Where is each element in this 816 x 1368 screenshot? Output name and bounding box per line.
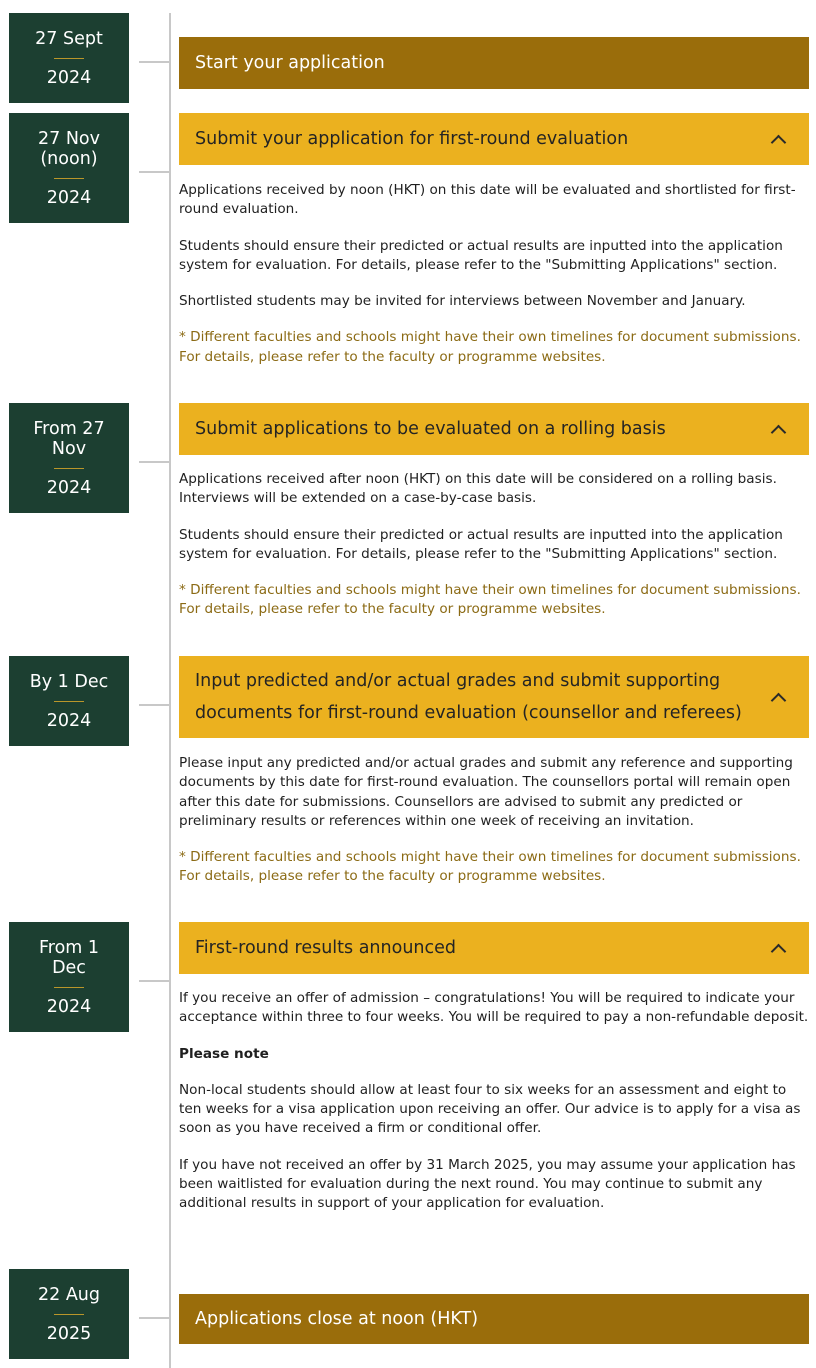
date-label: 27 Nov (noon) bbox=[38, 128, 100, 169]
date-year: 2024 bbox=[46, 187, 92, 208]
timeline-connector bbox=[139, 704, 171, 706]
date-year: 2025 bbox=[46, 1323, 92, 1344]
date-badge bbox=[9, 13, 129, 103]
date-badge bbox=[9, 403, 129, 513]
chevron-up-icon[interactable] bbox=[771, 943, 787, 959]
paragraph: Students should ensure their predicted or actual results are inputted into the application system for evaluation. For details, please refer to the "Submitting Applications" section. bbox=[179, 237, 783, 273]
chevron-up-icon[interactable] bbox=[771, 692, 787, 708]
chevron-up-icon[interactable] bbox=[771, 424, 787, 440]
accordion-title: Submit your application for first-round evaluation bbox=[195, 129, 629, 149]
date-divider bbox=[54, 1314, 84, 1315]
date-year: 2024 bbox=[46, 67, 92, 88]
paragraph: Shortlisted students may be invited for interviews between November and January. bbox=[179, 293, 746, 310]
date-year: 2024 bbox=[46, 996, 92, 1017]
date-divider bbox=[54, 701, 84, 702]
accordion-title: Input predicted and/or actual grades and submit supporting documents for first-round evaluation (counsellor and referees) bbox=[195, 671, 742, 723]
chevron-up-icon[interactable] bbox=[771, 134, 787, 150]
timeline-connector bbox=[139, 171, 171, 173]
date-badge bbox=[9, 656, 129, 746]
timeline-line bbox=[169, 13, 171, 1368]
faculty-timeline-note: * Different faculties and schools might have their own timelines for document submissions. For details, please refer to the faculty or programme websites. bbox=[179, 849, 801, 885]
date-label: 27 Sept bbox=[35, 28, 103, 49]
date-label: By 1 Dec bbox=[29, 671, 109, 692]
date-divider bbox=[54, 58, 84, 59]
paragraph: Non-local students should allow at least four to six weeks for an assessment and eight to ten weeks for a visa application upon receiving an offer. Our advice is to apply for a visa as soon as you have received a firm or conditional offer. bbox=[179, 1081, 801, 1137]
timeline-connector bbox=[139, 1317, 171, 1319]
date-year: 2024 bbox=[46, 710, 92, 731]
paragraph: If you have not received an offer by 31 March 2025, you may assume your application has been waitlisted for evaluation during the next round. You may continue to submit any additional results in support of your application for evaluation. bbox=[179, 1156, 796, 1212]
accordion-title: Submit applications to be evaluated on a rolling basis bbox=[195, 419, 666, 439]
accordion-content bbox=[179, 181, 809, 384]
timeline-connector bbox=[139, 980, 171, 982]
date-label: From 27 Nov bbox=[33, 418, 105, 459]
accordion-first-round-results[interactable] bbox=[179, 922, 809, 974]
milestone-title: Start your application bbox=[195, 53, 385, 73]
please-note-heading: Please note bbox=[179, 1045, 269, 1062]
paragraph: Applications received after noon (HKT) on this date will be considered on a rolling basis. Interviews will be extended on a case-by-case basis. bbox=[179, 471, 777, 507]
paragraph: Applications received by noon (HKT) on this date will be evaluated and shortlisted for first-round evaluation. bbox=[179, 182, 796, 218]
date-badge bbox=[9, 113, 129, 223]
timeline-connector bbox=[139, 461, 171, 463]
timeline-connector bbox=[139, 61, 171, 63]
date-year: 2024 bbox=[46, 477, 92, 498]
accordion-first-round-submission[interactable] bbox=[179, 113, 809, 165]
paragraph: Please input any predicted and/or actual grades and submit any reference and supporting documents by this date for first-round evaluation. The counsellors portal will remain open after this date for submissions. Counsellors are advised to submit any predicted or preliminary results or references within one week of receiving an invitation. bbox=[179, 755, 793, 829]
accordion-content bbox=[179, 470, 809, 637]
date-divider bbox=[54, 178, 84, 179]
faculty-timeline-note: * Different faculties and schools might have their own timelines for document submissions. For details, please refer to the faculty or programme websites. bbox=[179, 329, 801, 365]
accordion-title: First-round results announced bbox=[195, 938, 456, 958]
paragraph: Students should ensure their predicted or actual results are inputted into the application system for evaluation. For details, please refer to the "Submitting Applications" section. bbox=[179, 526, 783, 562]
accordion-rolling-basis[interactable] bbox=[179, 403, 809, 455]
date-divider bbox=[54, 987, 84, 988]
date-badge bbox=[9, 1269, 129, 1359]
date-label: 22 Aug bbox=[37, 1284, 100, 1305]
accordion-grades-documents[interactable] bbox=[179, 656, 809, 738]
milestone-start-application bbox=[179, 37, 809, 89]
milestone-applications-close bbox=[179, 1294, 809, 1344]
milestone-title: Applications close at noon (HKT) bbox=[195, 1309, 479, 1329]
paragraph: If you receive an offer of admission – congratulations! You will be required to indicate your acceptance within three to four weeks. You will be required to pay a non-refundable deposit. bbox=[179, 990, 809, 1026]
accordion-content bbox=[179, 989, 809, 1231]
date-divider bbox=[54, 468, 84, 469]
date-badge bbox=[9, 922, 129, 1032]
accordion-content bbox=[179, 754, 809, 904]
date-label: From 1 Dec bbox=[38, 937, 100, 978]
faculty-timeline-note: * Different faculties and schools might have their own timelines for document submissions. For details, please refer to the faculty or programme websites. bbox=[179, 582, 801, 618]
